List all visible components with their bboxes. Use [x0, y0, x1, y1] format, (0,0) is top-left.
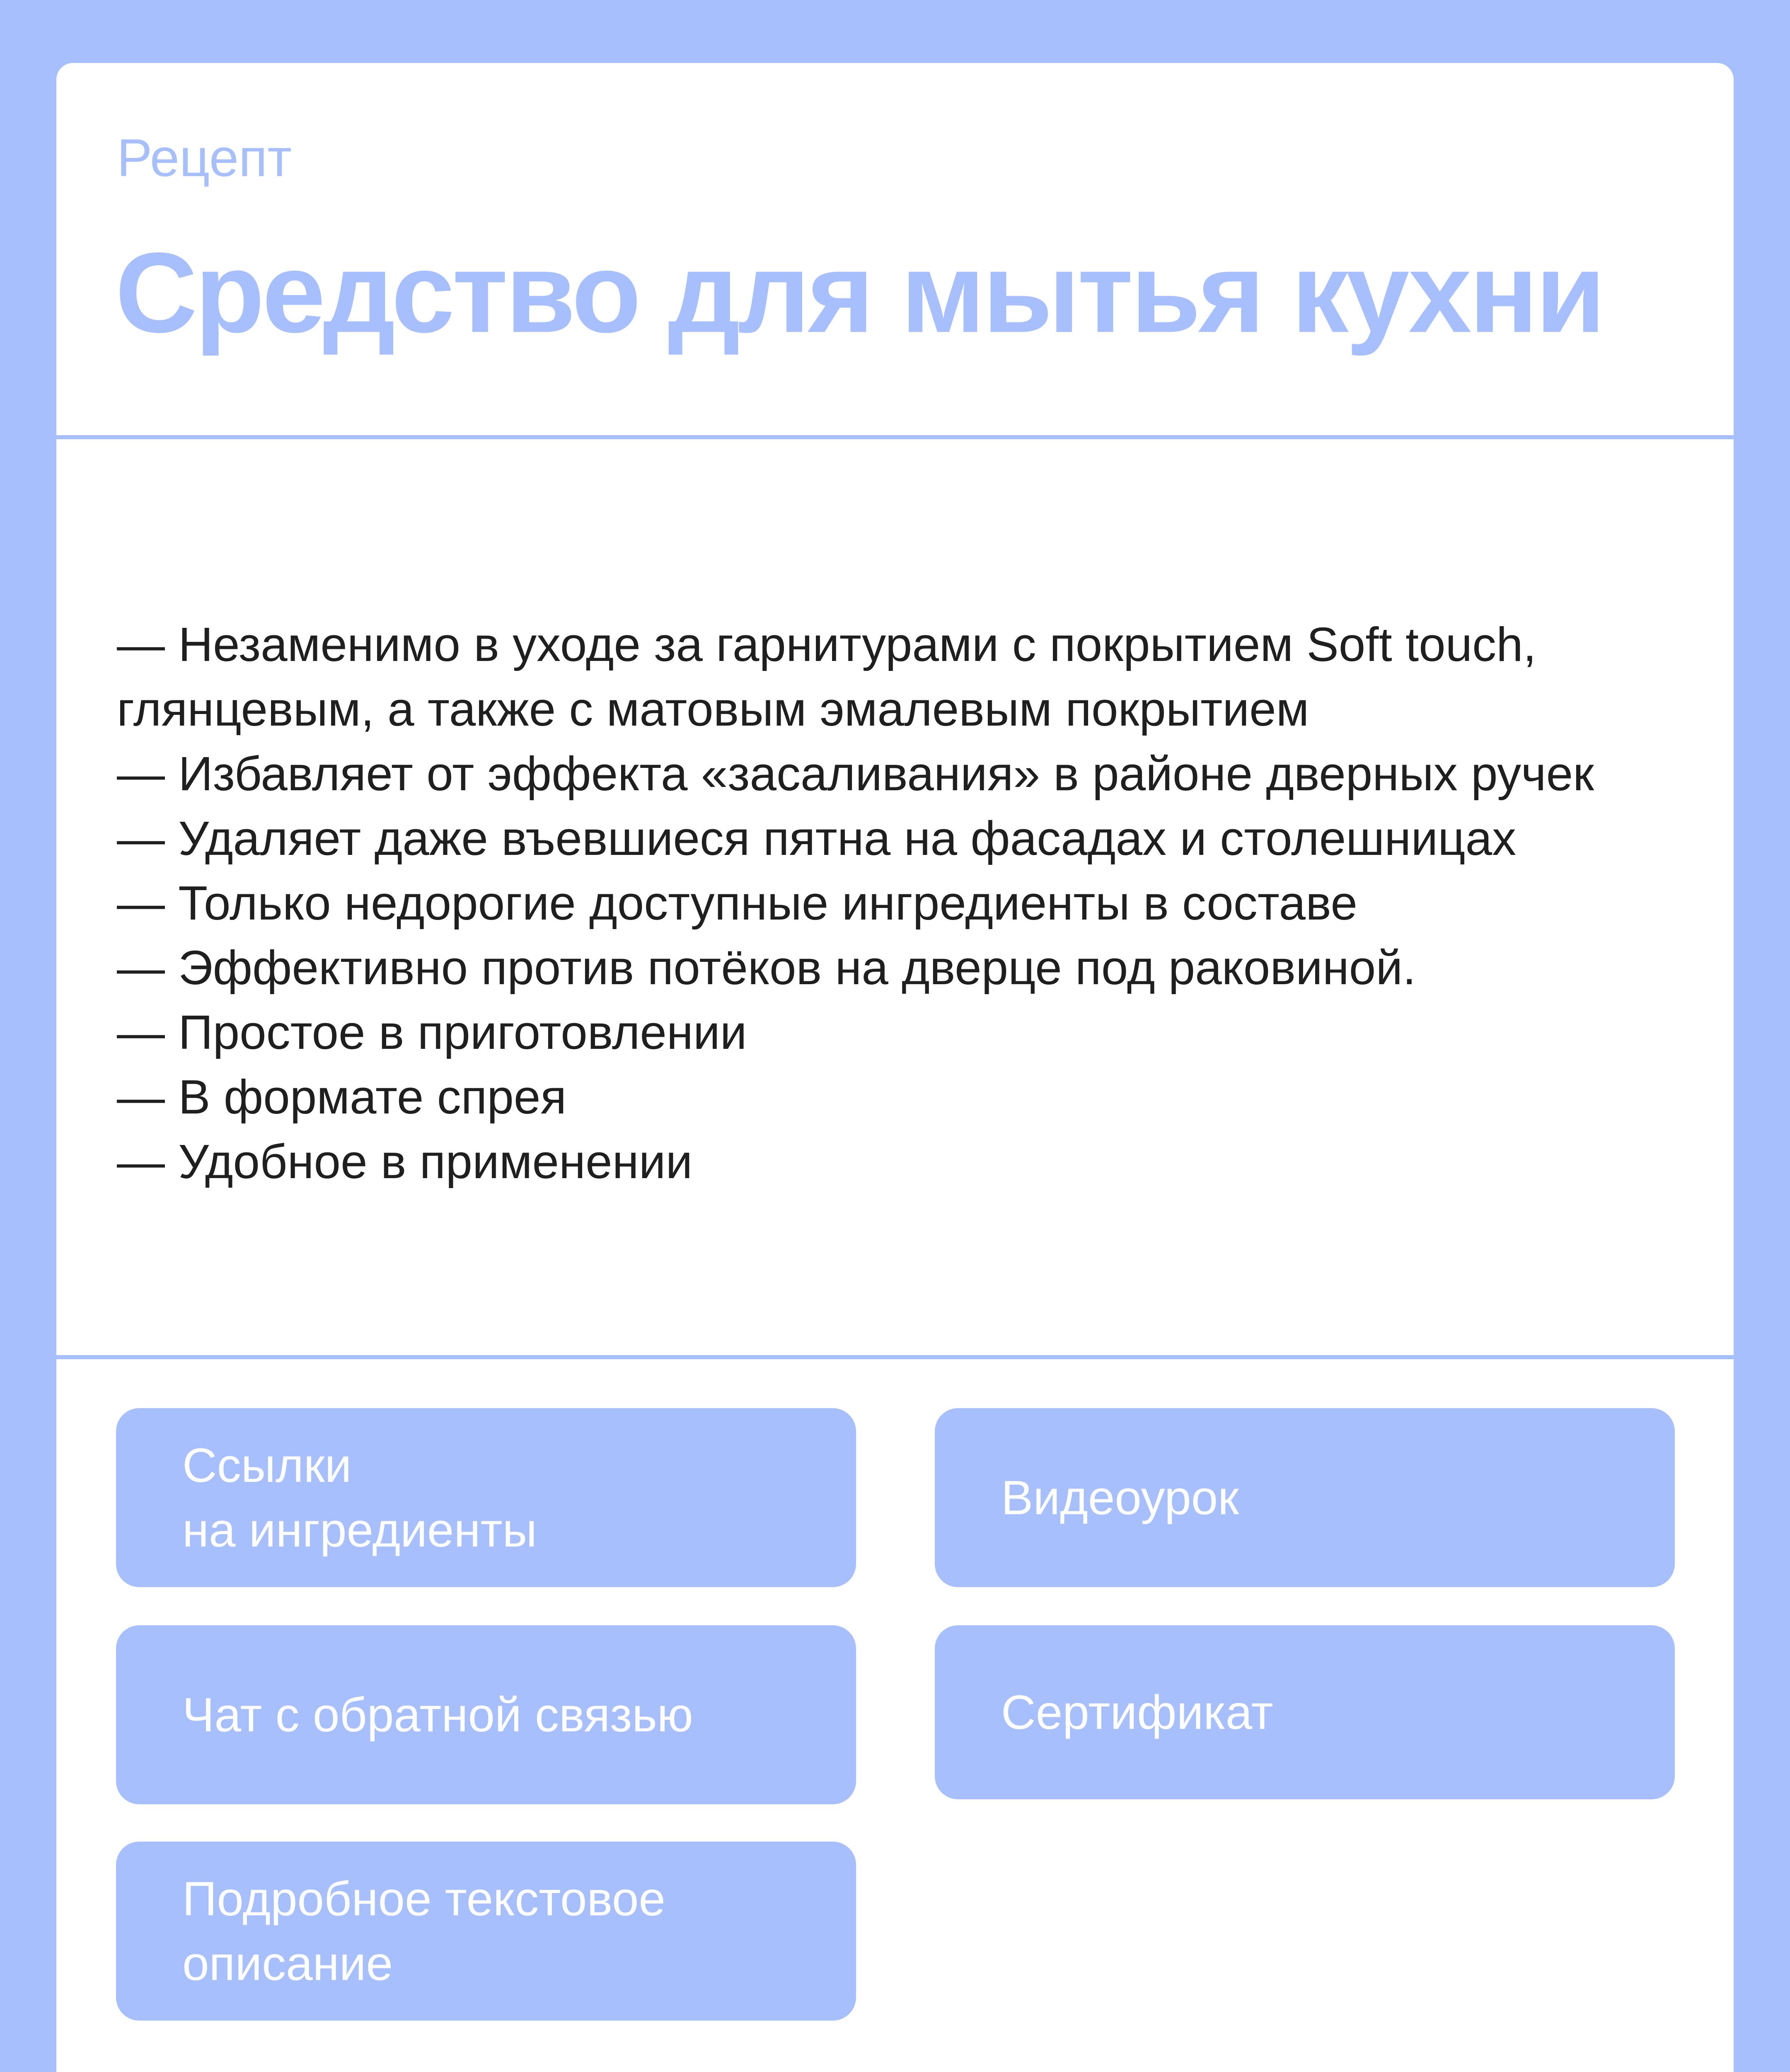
text-description-button[interactable] — [116, 1842, 856, 2021]
feature-item: — Только недорогие доступные ингредиенты в составе — [117, 876, 1357, 930]
ingredients-links-label-line2: на ингредиенты — [182, 1503, 537, 1557]
ingredients-links-button[interactable] — [116, 1408, 856, 1587]
feature-item: — Избавляет от эффекта «засаливания» в районе дверных ручек — [117, 747, 1594, 801]
video-lesson-label: Видеоурок — [1001, 1471, 1239, 1525]
feedback-chat-label: Чат с обратной связью — [182, 1688, 693, 1742]
text-description-label-line1: Подробное текстовое — [182, 1872, 665, 1926]
text-description-label-line2: описание — [182, 1936, 393, 1990]
feature-item: — Удаляет даже въевшиеся пятна на фасадах и столешницах — [117, 811, 1517, 865]
feature-item: — Удобное в применении — [117, 1135, 693, 1188]
certificate-label: Сертификат — [1001, 1685, 1273, 1739]
eyebrow-label: Рецепт — [117, 128, 292, 188]
header-divider — [56, 435, 1734, 439]
video-lesson-button[interactable] — [935, 1408, 1675, 1587]
card-header — [56, 63, 1734, 436]
feedback-chat-button[interactable] — [116, 1625, 856, 1804]
feature-item: — Эффективно против потёков на дверце под раковиной. — [117, 941, 1416, 995]
content-divider — [56, 1355, 1734, 1359]
ingredients-links-label-line1: Ссылки — [182, 1438, 352, 1492]
feature-item: — В формате спрея — [117, 1070, 567, 1124]
feature-item: — Незаменимо в уходе за гарнитурами с покрытием Soft touch, глянцевым, а также с матовым эмалевым покрытием — [117, 617, 1536, 736]
recipe-card — [56, 63, 1734, 2072]
feature-list — [117, 612, 1700, 1194]
certificate-button[interactable] — [935, 1625, 1675, 1799]
feature-item: — Простое в приготовлении — [117, 1005, 747, 1059]
page-title: Средство для мытья кухни — [115, 229, 1603, 356]
